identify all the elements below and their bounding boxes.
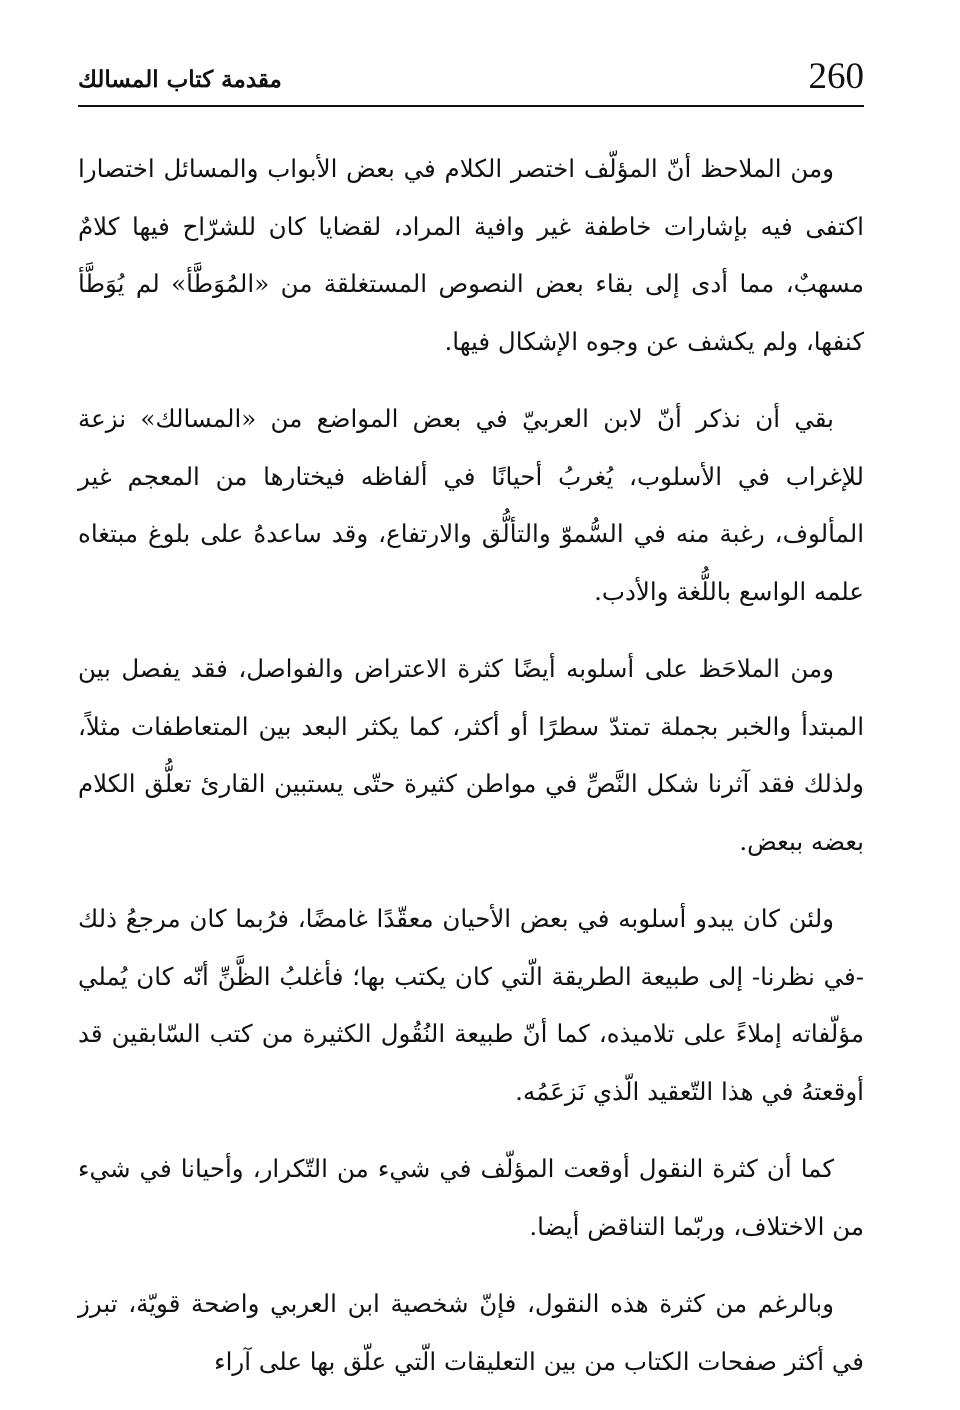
paragraph: وبالرغم من كثرة هذه النقول، فإنّ شخصية ابن العربي واضحة قويّة، تبرز في أكثر صفحات الكتاب من بين التعليقات الّتي علّق بها على آراء <box>78 1289 864 1376</box>
paragraph: ولئن كان يبدو أسلوبه في بعض الأحيان معقّدًا غامضًا، فرُبما كان مرجعُ ذلك -في نظرنا- إلى طبيعة الطريقة الّتي كان يكتب بها؛ فأغلبُ الظَّنِّ أنّه كان يُملي مؤلّفاته إملاءً على تلاميذه، كما أنّ طبيعة النُقُول الكثيرة من كتب السّابقين قد أوقعتهُ في هذا التّعقيد الّذي نَزعَمُه. <box>78 904 864 1106</box>
page-number: 260 <box>808 56 864 97</box>
paragraph: ومن الملاحظ أنّ المؤلّف اختصر الكلام في بعض الأبواب والمسائل اختصارا اكتفى فيه بإشارات خاطفة غير وافية المراد، لقضايا كان للشرّاح فيها كلامٌ مسهبٌ، مما أدى إلى بقاء بعض النصوص المستغلقة من «المُوَطَّأ» لم يُوَطَّأ كنفها، ولم يكشف عن وجوه الإشكال فيها. <box>78 154 864 356</box>
body-text <box>78 140 864 1410</box>
running-title: مقدمة كتاب المسالك <box>78 66 282 93</box>
paragraph: بقي أن نذكر أنّ لابن العربيّ في بعض المواضع من «المسالك» نزعة للإغراب في الأسلوب، يُغربُ أحيانًا في ألفاظه فيختارها من المعجم غير المألوف، رغبة منه في السُّموّ والتألُّق والارتفاع، وقد ساعدهُ على بلوغ مبتغاه علمه الواسع باللُّغة والأدب. <box>78 404 864 606</box>
paragraph: كما أن كثرة النقول أوقعت المؤلّف في شيء من التّكرار، وأحيانا في شيء من الاختلاف، وربّما التناقض أيضا. <box>78 1154 864 1241</box>
page-header <box>78 55 864 107</box>
paragraph: ومن الملاحَظ على أسلوبه أيضًا كثرة الاعتراض والفواصل، فقد يفصل بين المبتدأ والخبر بجملة تمتدّ سطرًا أو أكثر، كما يكثر البعد بين المتعاطفات مثلاً، ولذلك فقد آثرنا شكل النَّصِّ في مواطن كثيرة حتّى يستبين القارئ تعلُّق الكلام بعضه ببعض. <box>78 654 864 856</box>
